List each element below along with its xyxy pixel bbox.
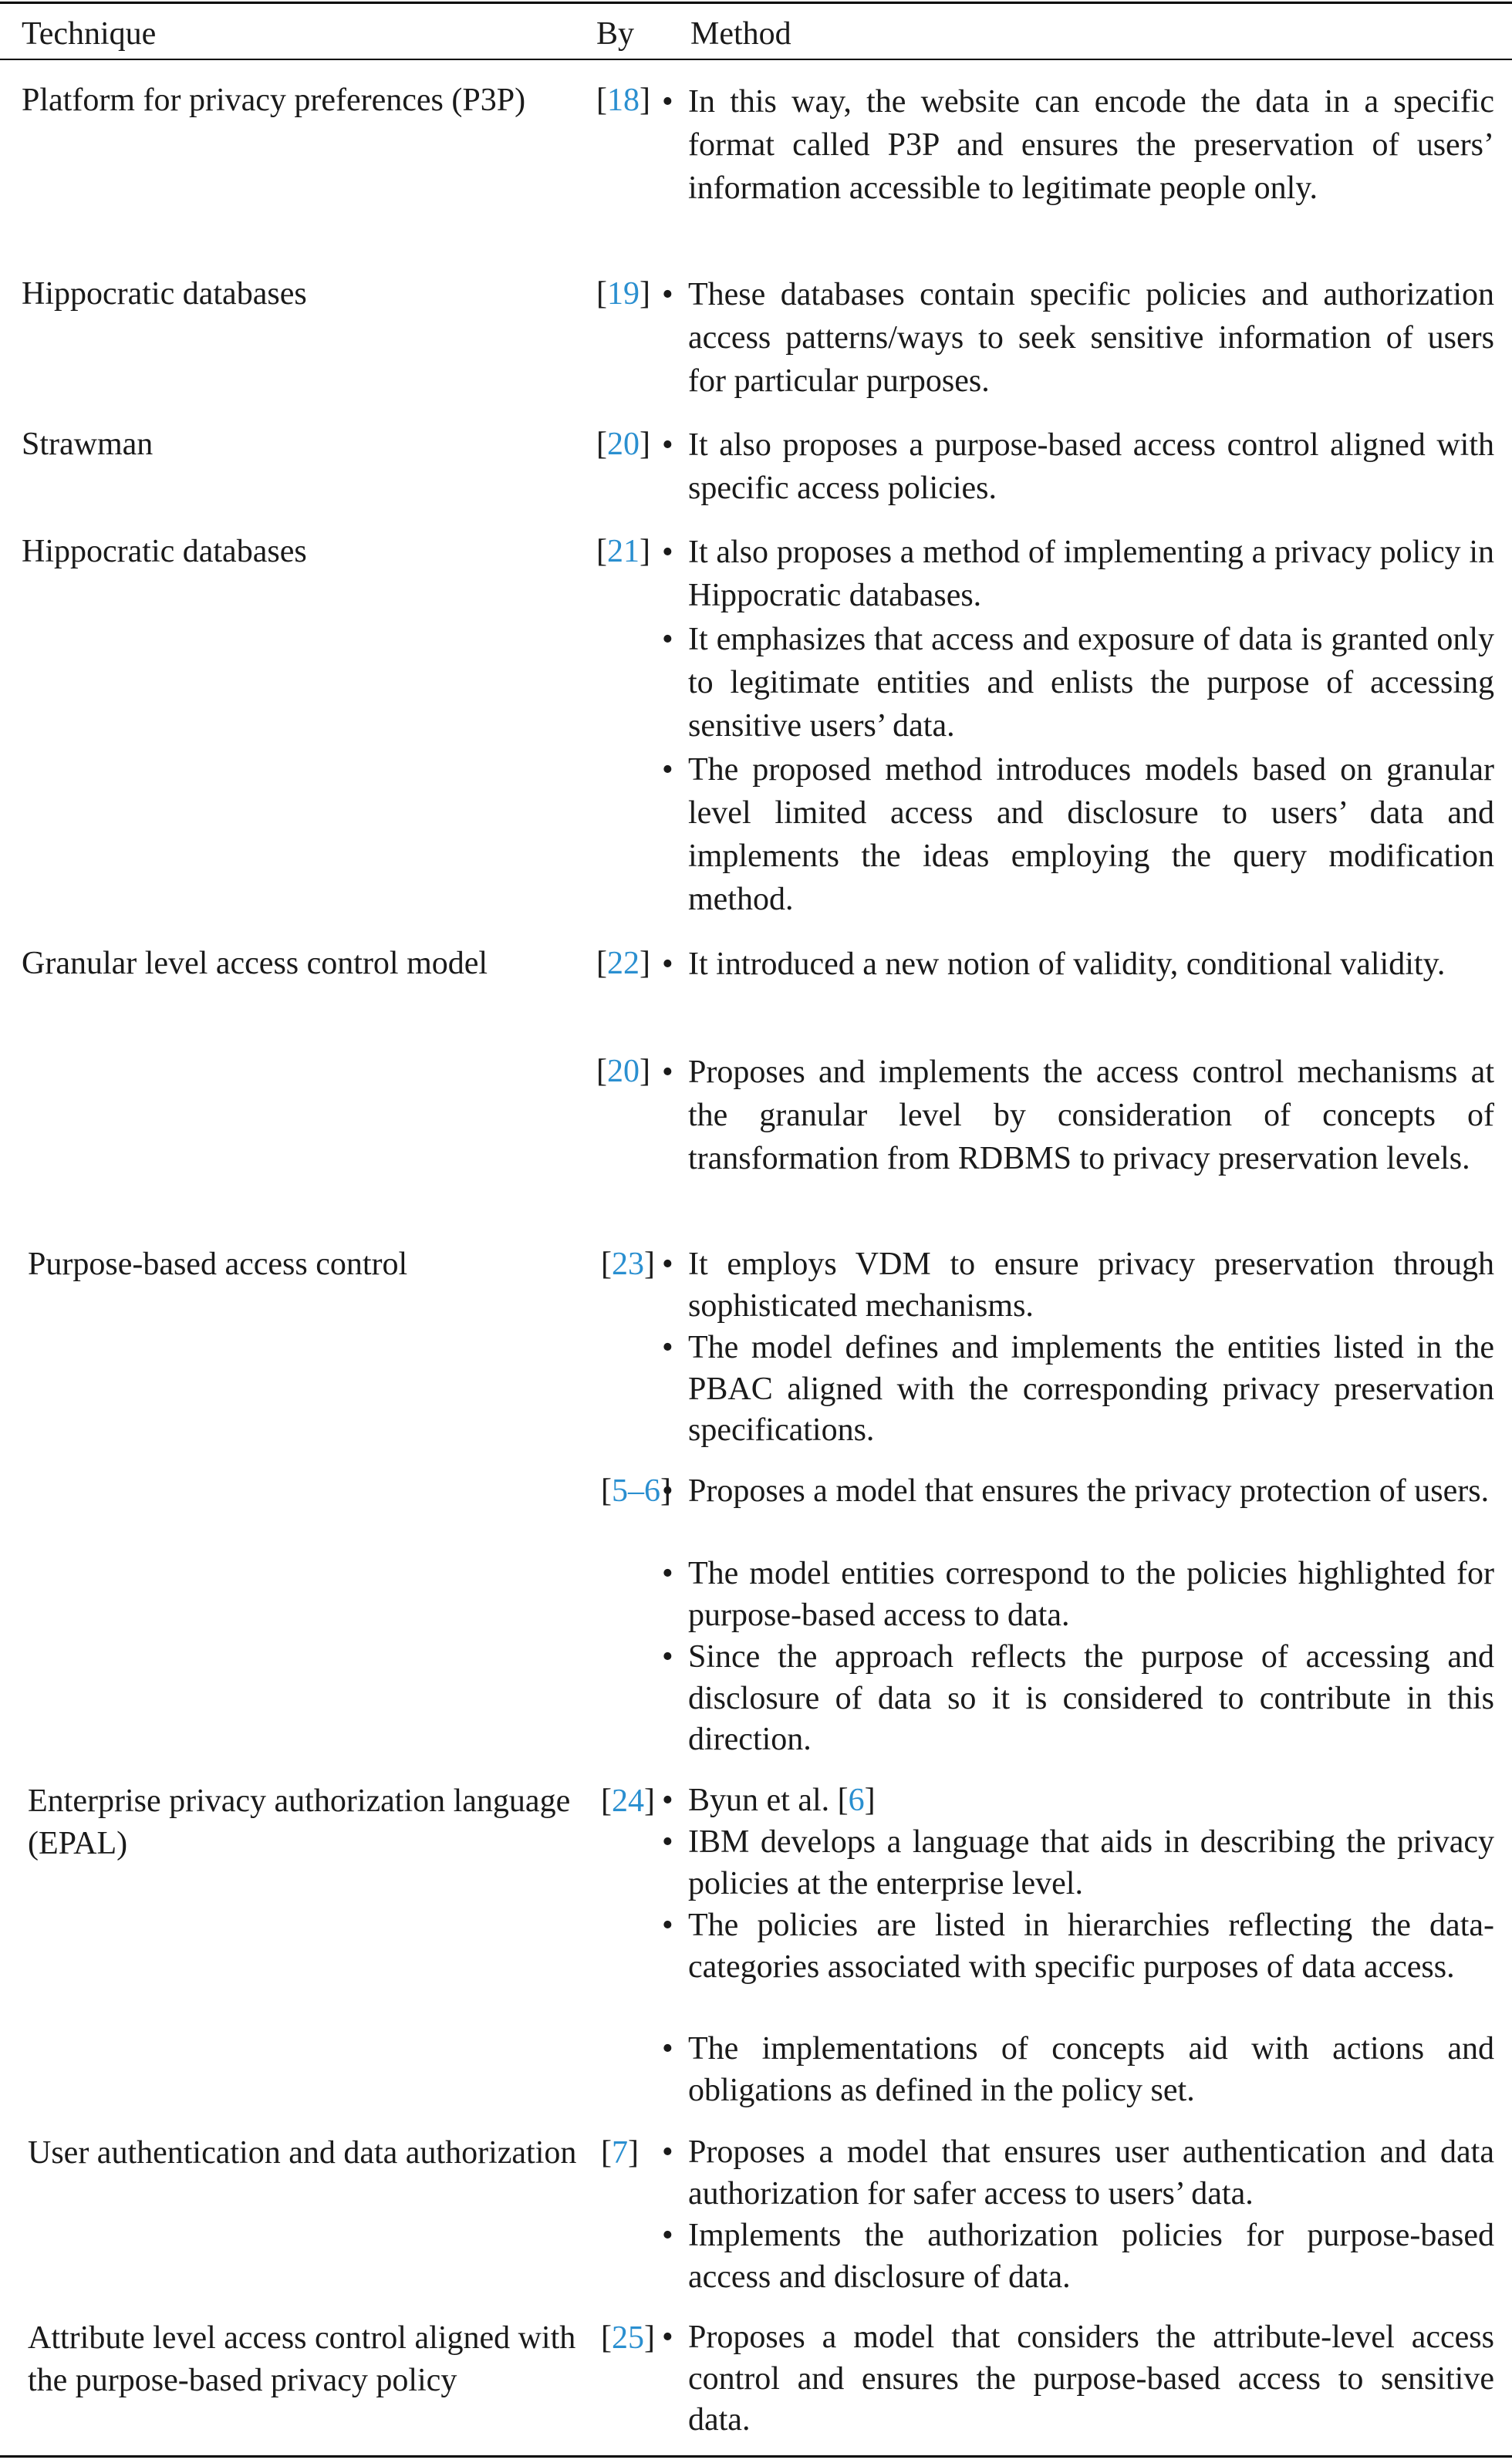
row-1-method-1: • In this way, the website can encode the data in a specific format called P3P and ensures the preservation of users’ information accessible to legitimate people only. xyxy=(688,80,1494,210)
row-4-ref: [21] xyxy=(596,534,650,569)
row-5-method-1: • It introduced a new notion of validity, conditional validity. xyxy=(688,943,1494,986)
row-9-method-1 xyxy=(688,1780,1494,1822)
row-7-technique: Purpose-based access control xyxy=(28,1247,408,1282)
row-6-ref: [20] xyxy=(596,1054,650,1089)
row-5-ref-link[interactable]: 22 xyxy=(607,946,640,981)
row-11-method-1: • Proposes a model that considers the attribute-level access control and ensures the purpose-based access to sensitive data. xyxy=(688,2317,1494,2441)
row-9-method-2: • IBM develops a language that aids in describing the privacy policies at the enterprise level. xyxy=(688,1822,1494,1905)
row-10-ref-link[interactable]: 7 xyxy=(612,2135,628,2171)
row-6-method-1: • Proposes and implements the access control mechanisms at the granular level by consideration of concepts of transformation from RDBMS to privacy preservation levels. xyxy=(688,1051,1494,1180)
row-7-ref-link[interactable]: 23 xyxy=(612,1247,644,1282)
row-10-technique: User authentication and data authorization xyxy=(28,2135,577,2171)
row-8-ref: [5–6] xyxy=(601,1473,671,1509)
row-4-ref-link[interactable]: 21 xyxy=(607,534,640,569)
row-8-method-1: • Proposes a model that ensures the privacy protection of users. xyxy=(688,1471,1494,1513)
row-7-method-1: • It employs VDM to ensure privacy preservation through sophisticated mechanisms. xyxy=(688,1244,1494,1327)
header-method: Method xyxy=(690,16,791,52)
row-9-method-1-ref-link[interactable]: 6 xyxy=(848,1783,865,1818)
row-3-technique: Strawman xyxy=(22,427,154,462)
row-8-method-3: • Since the approach reflects the purpose of accessing and disclosure of data so it is considered to contribute in this direction. xyxy=(688,1637,1494,1761)
row-9-method-1-prefix: Byun et al. [ xyxy=(688,1783,849,1818)
row-9-technique: Enterprise privacy authorization language (EPAL) xyxy=(28,1783,571,1861)
row-10-method-1: • Proposes a model that ensures user authentication and data authorization for safer access to users’ data. xyxy=(688,2132,1494,2215)
row-10-ref: [7] xyxy=(601,2135,639,2171)
table-top-rule xyxy=(0,2,1512,4)
row-4-technique: Hippocratic databases xyxy=(22,534,307,569)
row-9-method-4: • The implementations of concepts aid with actions and obligations as defined in the policy set. xyxy=(688,2029,1494,2111)
row-2-technique: Hippocratic databases xyxy=(22,276,307,312)
row-1-ref-link[interactable]: 18 xyxy=(607,83,640,118)
header-by: By xyxy=(596,16,635,52)
row-7-method-2: • The model defines and implements the entities listed in the PBAC aligned with the corresponding privacy preservation specifications. xyxy=(688,1328,1494,1452)
row-11-ref: [25] xyxy=(601,2320,655,2356)
row-9-ref-link[interactable]: 24 xyxy=(612,1783,644,1819)
row-8-method-2: • The model entities correspond to the policies highlighted for purpose-based access to data. xyxy=(688,1554,1494,1636)
row-1-ref: [18] xyxy=(596,83,650,118)
row-5-technique: Granular level access control model xyxy=(22,946,488,981)
row-7-ref: [23] xyxy=(601,1247,655,1282)
row-3-ref-link[interactable]: 20 xyxy=(607,427,640,462)
row-4-method-3: • The proposed method introduces models based on granular level limited access and disclosure to users’ data and implements the ideas employing the query modification method. xyxy=(688,748,1494,921)
row-8-ref-link[interactable]: 5–6 xyxy=(612,1473,660,1509)
table-header-rule xyxy=(0,59,1512,60)
row-3-ref: [20] xyxy=(596,427,650,462)
header-technique: Technique xyxy=(22,16,157,52)
row-4-method-1: • It also proposes a method of implementing a privacy policy in Hippocratic databases. xyxy=(688,531,1494,617)
row-9-method-3: • The policies are listed in hierarchies reflecting the data-categories associated with specific purposes of data access. xyxy=(688,1905,1494,1988)
row-10-method-2: • Implements the authorization policies for purpose-based access and disclosure of data. xyxy=(688,2215,1494,2298)
row-9-method-1-suffix: ] xyxy=(864,1783,876,1818)
row-4-method-2: • It emphasizes that access and exposure of data is granted only to legitimate entities and enlists the purpose of accessing sensitive users’ data. xyxy=(688,618,1494,747)
row-11-ref-link[interactable]: 25 xyxy=(612,2320,644,2356)
row-2-ref: [19] xyxy=(596,276,650,312)
table-bottom-rule xyxy=(0,2455,1512,2458)
row-1-technique: Platform for privacy preferences (P3P) xyxy=(22,83,526,118)
row-9-ref: [24] xyxy=(601,1783,655,1819)
row-6-ref-link[interactable]: 20 xyxy=(607,1054,640,1089)
row-3-method-1: • It also proposes a purpose-based access control aligned with specific access policies. xyxy=(688,423,1494,510)
row-11-technique: Attribute level access control aligned with the purpose-based privacy policy xyxy=(28,2320,576,2398)
row-5-ref: [22] xyxy=(596,946,650,981)
row-2-ref-link[interactable]: 19 xyxy=(607,276,640,312)
row-2-method-1: • These databases contain specific policies and authorization access patterns/ways to seek sensitive information of users for particular purposes. xyxy=(688,273,1494,403)
